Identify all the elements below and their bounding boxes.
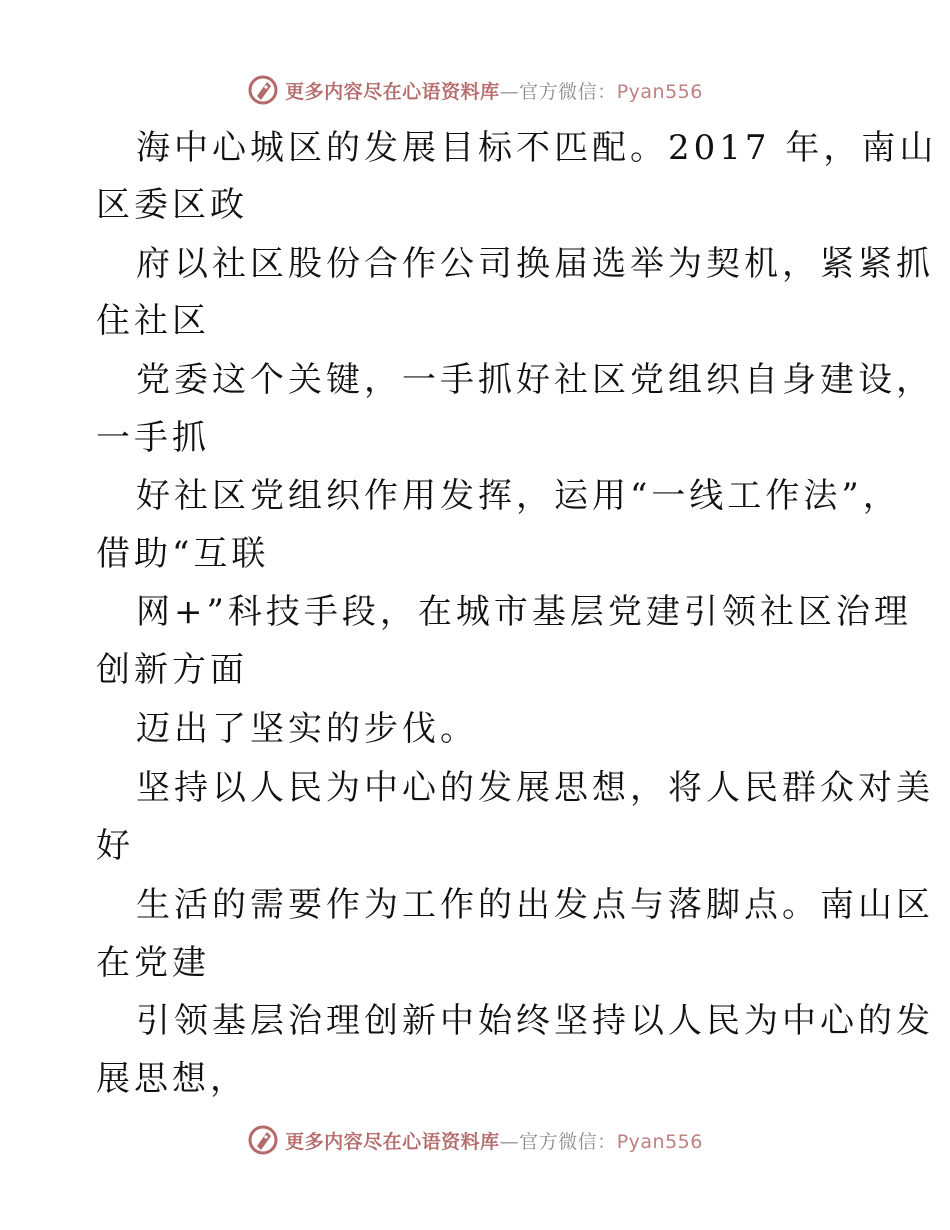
pen-nib-circle-icon [247,1124,279,1156]
footer-watermark [0,1120,950,1160]
text-line: 网+”科技手段，在城市基层党建引领社区治理 [136,592,912,632]
text-line: 海中心城区的发展目标不匹配。2017 年，南山 [136,128,938,168]
text-line: 坚持以人民为中心的发展思想，将人民群众对美 [136,768,934,808]
text-line: 好社区党组织作用发挥，运用“一线工作法”， [136,476,901,516]
text-line: 生活的需要作为工作的出发点与落脚点。南山区 [136,885,934,925]
text-line: 党委这个关键，一手抓好社区党组织自身建设， [136,360,934,400]
text-line: 住社区 [96,301,210,341]
text-line: 一手抓 [96,418,210,458]
text-line: 引领基层治理创新中始终坚持以人民为中心的发 [136,1001,934,1041]
text-line: 府以社区股份合作公司换届选举为契机，紧紧抓 [136,244,934,284]
text-line: 展思想， [96,1059,248,1099]
watermark-text [285,77,703,104]
text-line: 借助“互联 [96,534,270,574]
pen-nib-circle-icon [247,74,279,106]
watermark-id: Pyan556 [616,80,703,103]
watermark-text [285,1127,703,1154]
watermark-brand: 更多内容尽在心语资料库 [285,1130,500,1153]
watermark-separator: — [499,80,520,103]
text-line: 在党建 [96,943,210,983]
watermark-label: 官方微信： [519,80,617,103]
text-line: 迈出了坚实的步伐。 [136,709,478,749]
watermark-label: 官方微信： [519,1130,617,1153]
header-watermark [0,70,950,110]
text-line: 好 [96,826,134,866]
watermark-separator: — [499,1130,520,1153]
text-line: 创新方面 [96,650,248,690]
text-line: 区委区政 [96,185,248,225]
watermark-id: Pyan556 [616,1130,703,1153]
watermark-brand: 更多内容尽在心语资料库 [285,80,500,103]
